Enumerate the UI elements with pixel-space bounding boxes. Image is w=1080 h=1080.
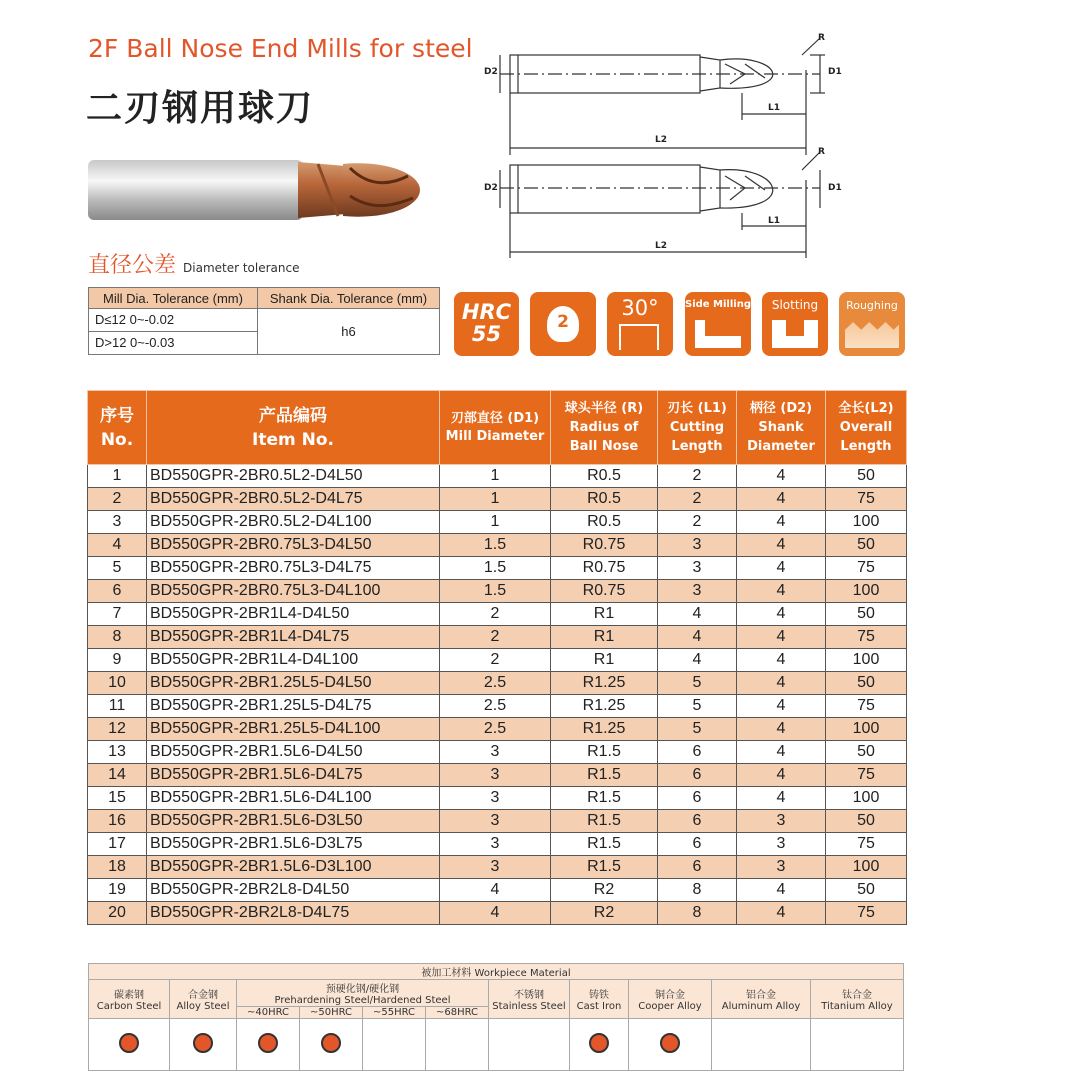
- cell-item-code: BD550GPR-2BR0.75L3-D4L75: [147, 557, 440, 580]
- col-d2-header: [737, 391, 826, 465]
- ti-cn: 钛合金: [842, 990, 872, 1001]
- col-l1-cn: 刃长 (L1): [667, 401, 727, 416]
- cell-item-code: BD550GPR-2BR1.5L6-D4L100: [147, 787, 440, 810]
- carbon-steel-header: [89, 980, 170, 1019]
- cell-no: 18: [88, 856, 147, 879]
- helix-angle-icon: [607, 292, 673, 356]
- cell-item-code: BD550GPR-2BR0.5L2-D4L50: [147, 465, 440, 488]
- cell-no: 12: [88, 718, 147, 741]
- cell-l1: 8: [658, 902, 737, 925]
- cell-d1: 2.5: [440, 672, 551, 695]
- cell-d1: 1: [440, 511, 551, 534]
- col-l2-header: [826, 391, 907, 465]
- cell-item-code: BD550GPR-2BR2L8-D4L50: [147, 879, 440, 902]
- cell-d2: 3: [737, 833, 826, 856]
- cell-l1: 6: [658, 856, 737, 879]
- cell-l1: 2: [658, 488, 737, 511]
- table-row: [88, 695, 907, 718]
- table-row: [88, 741, 907, 764]
- cell-l2: 100: [826, 580, 907, 603]
- cell-item-code: BD550GPR-2BR1.25L5-D4L50: [147, 672, 440, 695]
- suitable-dot-icon: [589, 1033, 609, 1053]
- stainless-cn: 不锈钢: [514, 990, 544, 1001]
- cell-r: R1.5: [551, 764, 658, 787]
- cell-d2: 4: [737, 695, 826, 718]
- label-l2-2: L2: [655, 241, 667, 251]
- tolerance-heading-en: Diameter tolerance: [183, 261, 300, 275]
- cell-item-code: BD550GPR-2BR1.5L6-D3L50: [147, 810, 440, 833]
- cell-item-code: BD550GPR-2BR1L4-D4L50: [147, 603, 440, 626]
- cell-d1: 3: [440, 764, 551, 787]
- cell-l2: 75: [826, 557, 907, 580]
- cell-item-code: BD550GPR-2BR0.75L3-D4L50: [147, 534, 440, 557]
- cell-l1: 6: [658, 833, 737, 856]
- tolerance-heading: [88, 248, 300, 279]
- end-mill-photo: [88, 156, 423, 226]
- cell-r: R1: [551, 649, 658, 672]
- cell-r: R1.5: [551, 810, 658, 833]
- cell-r: R0.5: [551, 511, 658, 534]
- table-row: [88, 626, 907, 649]
- cell-d1: 3: [440, 741, 551, 764]
- cell-no: 19: [88, 879, 147, 902]
- cell-l2: 75: [826, 488, 907, 511]
- cell-d1: 4: [440, 902, 551, 925]
- hard-en: Prehardening Steel/Hardened Steel: [274, 995, 451, 1006]
- cell-l2: 50: [826, 672, 907, 695]
- cell-r: R2: [551, 902, 658, 925]
- cell-d2: 4: [737, 534, 826, 557]
- cell-d1: 1: [440, 465, 551, 488]
- cell-no: 11: [88, 695, 147, 718]
- side-milling-label: Side Milling: [685, 299, 751, 310]
- cell-d2: 4: [737, 787, 826, 810]
- cell-no: 2: [88, 488, 147, 511]
- cell-r: R1: [551, 626, 658, 649]
- col-d2-en2: Diameter: [747, 439, 815, 454]
- title-chinese: 二刃钢用球刀: [86, 88, 315, 129]
- cell-r: R1.5: [551, 741, 658, 764]
- tolerance-heading-cn: 直径公差: [88, 253, 177, 278]
- cell-d2: 4: [737, 465, 826, 488]
- label-r-2: R: [818, 147, 825, 157]
- tolerance-col2-header: Shank Dia. Tolerance (mm): [258, 288, 440, 309]
- hrc50-header: ~50HRC: [300, 1007, 363, 1019]
- cell-l1: 2: [658, 465, 737, 488]
- cell-l2: 100: [826, 649, 907, 672]
- cell-item-code: BD550GPR-2BR1.25L5-D4L75: [147, 695, 440, 718]
- cell-l2: 100: [826, 856, 907, 879]
- stainless-header: [489, 980, 570, 1019]
- cell-no: 6: [88, 580, 147, 603]
- roughing-icon: [839, 292, 905, 356]
- table-row: [88, 488, 907, 511]
- cell-no: 17: [88, 833, 147, 856]
- suitable-dot-icon: [258, 1033, 278, 1053]
- cell-r: R0.75: [551, 557, 658, 580]
- cell-l2: 50: [826, 810, 907, 833]
- col-d1-cn: 刃部直径 (D1): [450, 410, 540, 426]
- cell-l2: 50: [826, 534, 907, 557]
- hrc40-header: ~40HRC: [237, 1007, 300, 1019]
- hrc55-header: ~55HRC: [363, 1007, 426, 1019]
- cell-l1: 3: [658, 534, 737, 557]
- label-l1: L1: [768, 103, 780, 113]
- carbon-cn: 碳素钢: [114, 990, 144, 1001]
- suitability-cell: [811, 1019, 904, 1071]
- col-no-en: No.: [100, 429, 134, 450]
- suitability-cell: [489, 1019, 570, 1071]
- cell-l2: 100: [826, 787, 907, 810]
- cell-item-code: BD550GPR-2BR0.5L2-D4L75: [147, 488, 440, 511]
- cell-r: R1.5: [551, 787, 658, 810]
- cell-no: 13: [88, 741, 147, 764]
- cell-d1: 3: [440, 787, 551, 810]
- col-item-cn: 产品编码: [259, 405, 327, 426]
- cell-l1: 3: [658, 557, 737, 580]
- workpiece-title: 被加工材料 Workpiece Material: [89, 964, 904, 980]
- cell-d2: 4: [737, 902, 826, 925]
- table-row: [88, 856, 907, 879]
- table-row: [88, 603, 907, 626]
- suitability-cell: [170, 1019, 237, 1071]
- label-d1-2: D1: [828, 183, 842, 193]
- cell-r: R0.5: [551, 488, 658, 511]
- cell-item-code: BD550GPR-2BR0.5L2-D4L100: [147, 511, 440, 534]
- cell-d2: 3: [737, 856, 826, 879]
- table-row: [88, 511, 907, 534]
- cell-l2: 50: [826, 465, 907, 488]
- cell-d2: 4: [737, 603, 826, 626]
- copper-cn: 铜合金: [655, 990, 685, 1001]
- cell-item-code: BD550GPR-2BR1.5L6-D3L100: [147, 856, 440, 879]
- cell-r: R0.5: [551, 465, 658, 488]
- tolerance-table: [88, 287, 440, 355]
- cell-item-code: BD550GPR-2BR1.25L5-D4L100: [147, 718, 440, 741]
- label-l1-2: L1: [768, 216, 780, 226]
- slotting-icon: [762, 292, 828, 356]
- hard-cn: 预硬化钢/硬化钢: [325, 984, 400, 995]
- cell-item-code: BD550GPR-2BR0.75L3-D4L100: [147, 580, 440, 603]
- alu-cn: 铝合金: [746, 990, 776, 1001]
- cell-l1: 6: [658, 741, 737, 764]
- cell-l1: 4: [658, 603, 737, 626]
- table-row: [88, 557, 907, 580]
- label-d2-2: D2: [484, 183, 498, 193]
- suitability-cell: [629, 1019, 712, 1071]
- side-milling-icon: [685, 292, 751, 356]
- cell-no: 3: [88, 511, 147, 534]
- cell-l2: 75: [826, 695, 907, 718]
- label-r: R: [818, 33, 825, 43]
- suitable-dot-icon: [119, 1033, 139, 1053]
- table-row: [88, 810, 907, 833]
- cell-item-code: BD550GPR-2BR1L4-D4L75: [147, 626, 440, 649]
- table-row: [88, 902, 907, 925]
- col-item-en: Item No.: [252, 429, 334, 450]
- cell-no: 20: [88, 902, 147, 925]
- suitability-cell: [237, 1019, 300, 1071]
- cell-l2: 50: [826, 741, 907, 764]
- table-row: [88, 718, 907, 741]
- suitability-cell: [712, 1019, 811, 1071]
- shank-tolerance-value: h6: [258, 309, 440, 355]
- cell-d2: 3: [737, 810, 826, 833]
- cell-l2: 75: [826, 833, 907, 856]
- suitable-dot-icon: [660, 1033, 680, 1053]
- col-r-en2: Ball Nose: [569, 439, 639, 454]
- table-row: [88, 833, 907, 856]
- cell-l1: 4: [658, 626, 737, 649]
- cell-l1: 3: [658, 580, 737, 603]
- cell-no: 7: [88, 603, 147, 626]
- table-row: [88, 465, 907, 488]
- cell-d1: 1.5: [440, 557, 551, 580]
- castiron-cn: 铸铁: [589, 990, 609, 1001]
- cell-l1: 4: [658, 649, 737, 672]
- suitability-cell: [300, 1019, 363, 1071]
- col-no-header: [88, 391, 147, 465]
- slotting-label: Slotting: [771, 298, 819, 312]
- alloy-cn: 合金钢: [188, 990, 218, 1001]
- cell-no: 1: [88, 465, 147, 488]
- cell-d1: 2.5: [440, 695, 551, 718]
- table-row: [88, 764, 907, 787]
- cell-d2: 4: [737, 879, 826, 902]
- cell-d2: 4: [737, 488, 826, 511]
- cell-d1: 1.5: [440, 534, 551, 557]
- table-row: [88, 649, 907, 672]
- col-r-header: [551, 391, 658, 465]
- cell-d1: 3: [440, 856, 551, 879]
- cell-no: 4: [88, 534, 147, 557]
- cell-no: 8: [88, 626, 147, 649]
- cell-r: R0.75: [551, 580, 658, 603]
- cell-l2: 50: [826, 603, 907, 626]
- cell-item-code: BD550GPR-2BR1L4-D4L100: [147, 649, 440, 672]
- cell-no: 5: [88, 557, 147, 580]
- hrc-badge: [454, 292, 519, 356]
- technical-drawing: [480, 30, 860, 260]
- copper-alloy-header: [629, 980, 712, 1019]
- castiron-en: Cast Iron: [576, 1001, 622, 1012]
- cell-item-code: BD550GPR-2BR1.5L6-D4L50: [147, 741, 440, 764]
- product-table: [87, 390, 907, 925]
- cell-d1: 2: [440, 603, 551, 626]
- cell-r: R1.25: [551, 718, 658, 741]
- flute-count-icon: [530, 292, 596, 356]
- tolerance-col1-header: Mill Dia. Tolerance (mm): [89, 288, 258, 309]
- col-l1-header: [658, 391, 737, 465]
- suitability-cell: [570, 1019, 629, 1071]
- suitable-dot-icon: [321, 1033, 341, 1053]
- copper-en: Cooper Alloy: [638, 1001, 702, 1012]
- cell-l2: 100: [826, 718, 907, 741]
- cell-l1: 8: [658, 879, 737, 902]
- suitability-cell: [363, 1019, 426, 1071]
- col-no-cn: 序号: [100, 405, 134, 426]
- col-d2-cn: 柄径 (D2): [749, 401, 813, 416]
- tolerance-row1: D≤12 0~-0.02: [89, 309, 258, 332]
- col-l1-en1: Cutting: [669, 420, 725, 435]
- suitable-dot-icon: [193, 1033, 213, 1053]
- cell-d1: 2.5: [440, 718, 551, 741]
- helix-angle: 30°: [621, 296, 659, 320]
- flute-count: 2: [557, 312, 569, 332]
- col-l2-cn: 全长(L2): [838, 401, 894, 416]
- cell-r: R0.75: [551, 534, 658, 557]
- col-l2-en2: Length: [840, 439, 892, 454]
- cell-item-code: BD550GPR-2BR1.5L6-D4L75: [147, 764, 440, 787]
- cell-item-code: BD550GPR-2BR1.5L6-D3L75: [147, 833, 440, 856]
- cell-no: 9: [88, 649, 147, 672]
- cell-l1: 5: [658, 718, 737, 741]
- col-item-header: [147, 391, 440, 465]
- cell-r: R2: [551, 879, 658, 902]
- cell-d1: 3: [440, 833, 551, 856]
- aluminum-alloy-header: [712, 980, 811, 1019]
- cell-r: R1: [551, 603, 658, 626]
- table-row: [88, 879, 907, 902]
- cell-no: 16: [88, 810, 147, 833]
- cell-r: R1.5: [551, 856, 658, 879]
- tolerance-row2: D>12 0~-0.03: [89, 332, 258, 355]
- roughing-label: Roughing: [846, 299, 898, 312]
- carbon-en: Carbon Steel: [96, 1001, 162, 1012]
- cell-no: 10: [88, 672, 147, 695]
- cell-d2: 4: [737, 764, 826, 787]
- cell-l2: 100: [826, 511, 907, 534]
- cell-d1: 3: [440, 810, 551, 833]
- titanium-alloy-header: [811, 980, 904, 1019]
- cell-l2: 75: [826, 764, 907, 787]
- label-l2: L2: [655, 135, 667, 145]
- cell-r: R1.5: [551, 833, 658, 856]
- cell-r: R1.25: [551, 695, 658, 718]
- cell-item-code: BD550GPR-2BR2L8-D4L75: [147, 902, 440, 925]
- cell-d2: 4: [737, 626, 826, 649]
- table-row: [88, 580, 907, 603]
- ti-en: Titanium Alloy: [821, 1001, 893, 1012]
- hrc-label: HRC: [461, 300, 512, 324]
- cell-l1: 6: [658, 810, 737, 833]
- cell-d2: 4: [737, 718, 826, 741]
- col-l1-en2: Length: [671, 439, 723, 454]
- hrc-value: 55: [471, 322, 502, 346]
- cell-d1: 1.5: [440, 580, 551, 603]
- cell-l1: 2: [658, 511, 737, 534]
- suitability-cell: [426, 1019, 489, 1071]
- cell-l2: 75: [826, 902, 907, 925]
- alu-en: Aluminum Alloy: [721, 1001, 801, 1012]
- cell-l1: 5: [658, 695, 737, 718]
- cell-d1: 2: [440, 649, 551, 672]
- col-l2-en1: Overall: [839, 420, 893, 435]
- col-d1-header: [440, 391, 551, 465]
- cell-l2: 75: [826, 626, 907, 649]
- col-r-cn: 球头半径 (R): [564, 401, 644, 416]
- cast-iron-header: [570, 980, 629, 1019]
- workpiece-material-table: [88, 963, 904, 1071]
- cell-l1: 5: [658, 672, 737, 695]
- cell-d2: 4: [737, 649, 826, 672]
- cell-d2: 4: [737, 672, 826, 695]
- cell-l2: 50: [826, 879, 907, 902]
- col-d1-en: Mill Diameter: [445, 428, 545, 444]
- cell-d2: 4: [737, 741, 826, 764]
- table-row: [88, 534, 907, 557]
- alloy-steel-header: [170, 980, 237, 1019]
- hardened-steel-header: [237, 980, 489, 1007]
- cell-d1: 4: [440, 879, 551, 902]
- cell-r: R1.25: [551, 672, 658, 695]
- suitability-cell: [89, 1019, 170, 1071]
- alloy-en: Alloy Steel: [176, 1001, 230, 1012]
- cell-d2: 4: [737, 557, 826, 580]
- stainless-en: Stainless Steel: [492, 1001, 566, 1012]
- cell-l1: 6: [658, 764, 737, 787]
- table-row: [88, 787, 907, 810]
- cell-no: 15: [88, 787, 147, 810]
- cell-d2: 4: [737, 580, 826, 603]
- cell-d1: 1: [440, 488, 551, 511]
- col-d2-en1: Shank: [758, 420, 804, 435]
- cell-l1: 6: [658, 787, 737, 810]
- title-english: 2F Ball Nose End Mills for steel: [88, 34, 473, 63]
- cell-no: 14: [88, 764, 147, 787]
- cell-d1: 2: [440, 626, 551, 649]
- table-row: [88, 672, 907, 695]
- label-d1: D1: [828, 67, 842, 77]
- col-r-en1: Radius of: [569, 420, 639, 435]
- cell-d2: 4: [737, 511, 826, 534]
- label-d2: D2: [484, 67, 498, 77]
- hrc68-header: ~68HRC: [426, 1007, 489, 1019]
